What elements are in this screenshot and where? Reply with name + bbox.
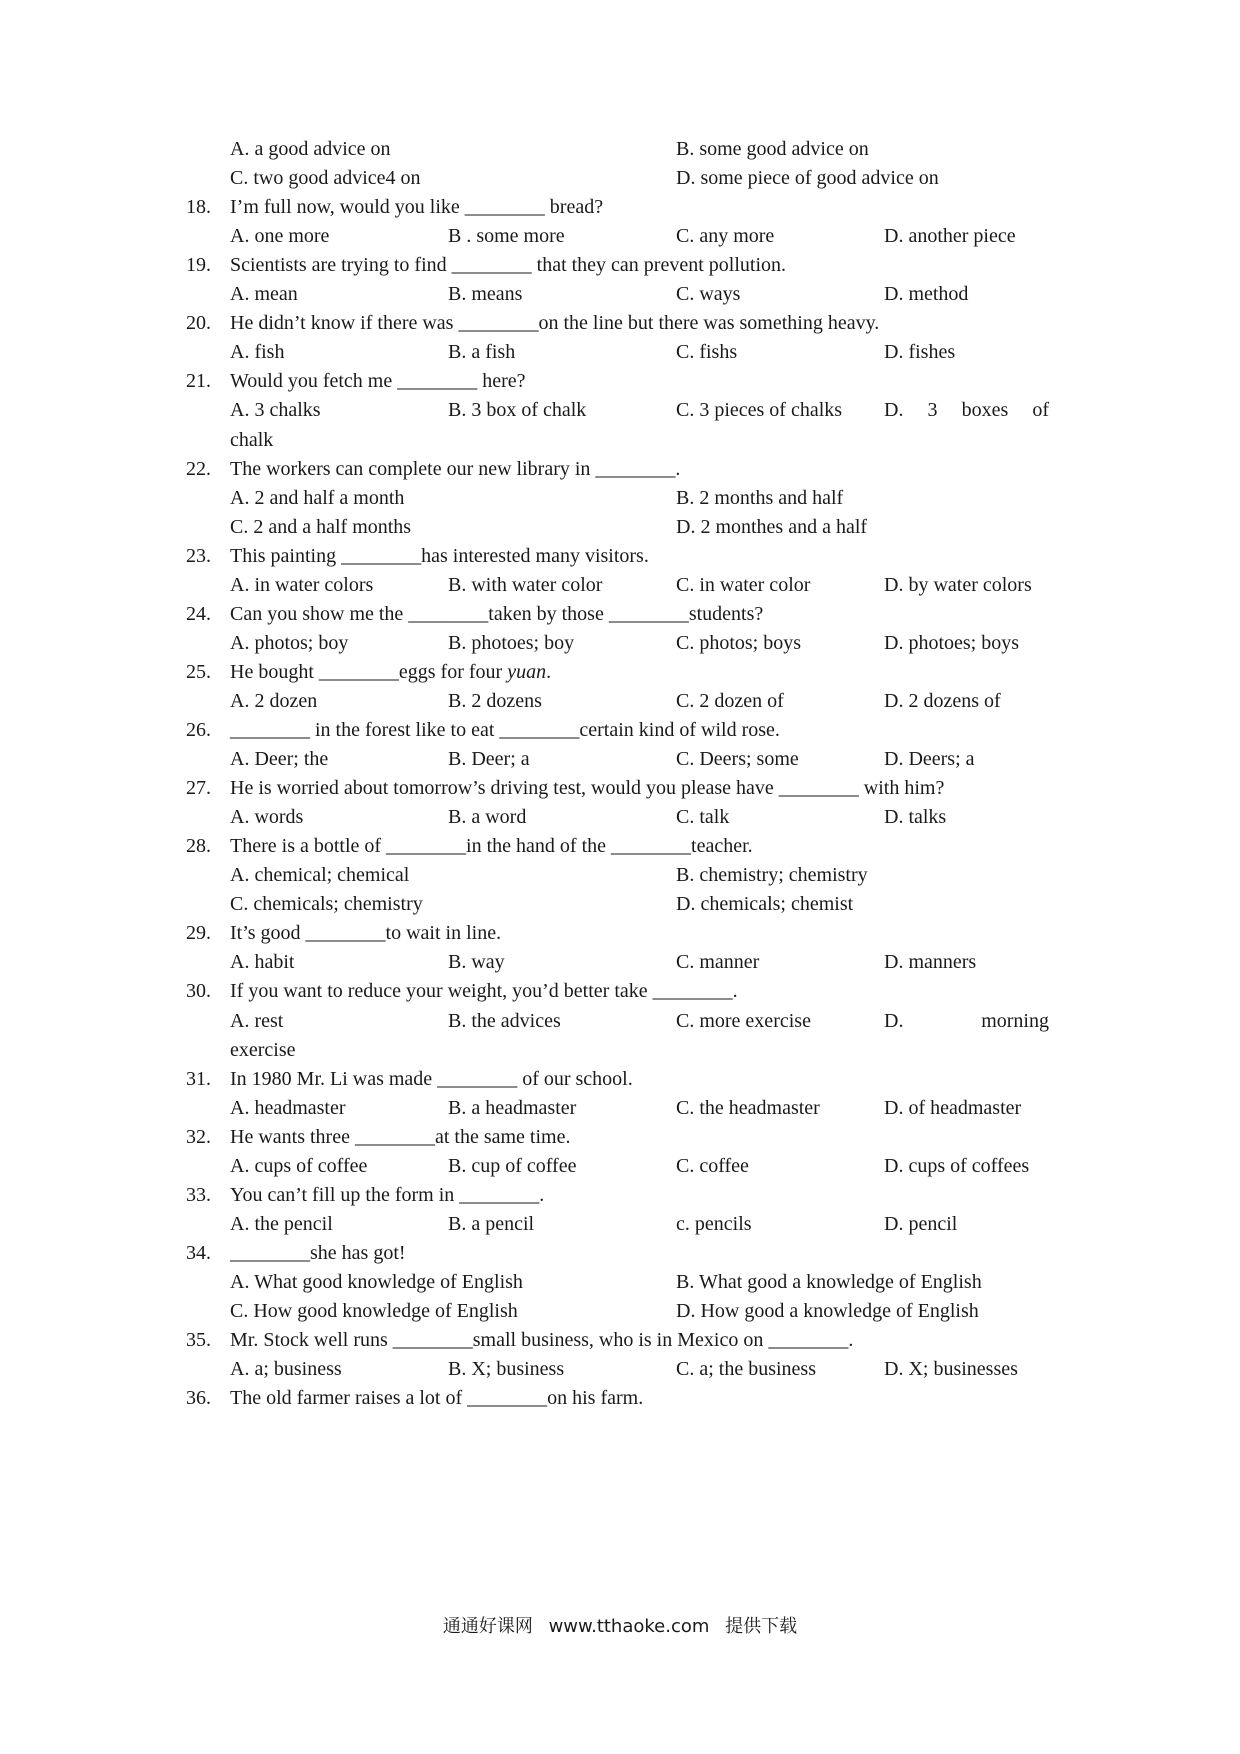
options-row bbox=[0, 1092, 1240, 1124]
question-row bbox=[0, 772, 1240, 804]
answer-option-word: D. bbox=[884, 399, 904, 422]
footer-url: www.tthaoke.com bbox=[548, 1616, 710, 1637]
answer-option: B. some good advice on bbox=[676, 138, 869, 160]
answer-option: C. 3 pieces of chalks bbox=[676, 399, 843, 422]
question-row bbox=[0, 1382, 1240, 1414]
answer-option: C. more exercise bbox=[676, 1009, 811, 1032]
question-stem: In 1980 Mr. Li was made ________ of our school. bbox=[230, 1067, 633, 1090]
answer-option: A. the pencil bbox=[230, 1212, 333, 1235]
answer-option: A. words bbox=[230, 806, 304, 829]
answer-option: A. 3 chalks bbox=[230, 399, 321, 422]
answer-option: D. X; businesses bbox=[884, 1358, 1018, 1381]
question-row bbox=[0, 1121, 1240, 1153]
answer-option: A. fish bbox=[230, 341, 285, 364]
answer-option: C. fishs bbox=[676, 341, 738, 364]
question-number: 22. bbox=[186, 457, 211, 480]
answer-option: A. headmaster bbox=[230, 1096, 346, 1119]
question-row bbox=[0, 249, 1240, 281]
option-continuation: exercise bbox=[230, 1038, 296, 1061]
question-row bbox=[0, 975, 1240, 1007]
answer-option: c. pencils bbox=[676, 1212, 752, 1235]
question-number: 19. bbox=[186, 254, 211, 277]
answer-option: C. ways bbox=[676, 283, 741, 306]
answer-option: C. manner bbox=[676, 951, 760, 974]
answer-option: A. cups of coffee bbox=[230, 1154, 368, 1177]
options-row bbox=[0, 1150, 1240, 1182]
question-row bbox=[0, 540, 1240, 572]
answer-option: A. rest bbox=[230, 1009, 284, 1032]
answer-option: B. cup of coffee bbox=[448, 1154, 577, 1177]
answer-option: B. a pencil bbox=[448, 1212, 535, 1235]
answer-option: A. Deer; the bbox=[230, 748, 329, 771]
answer-option: B. means bbox=[448, 283, 523, 306]
question-number: 35. bbox=[186, 1329, 211, 1352]
answer-option: A. one more bbox=[230, 225, 330, 248]
question-stem: It’s good ________to wait in line. bbox=[230, 922, 502, 945]
question-stem: He bought ________eggs for four yuan. bbox=[230, 660, 552, 683]
question-stem: He wants three ________at the same time. bbox=[230, 1125, 571, 1148]
answer-option: A. 2 dozen bbox=[230, 689, 318, 712]
answer-option: D. photoes; boys bbox=[884, 631, 1019, 654]
answer-option: C. coffee bbox=[676, 1154, 749, 1177]
answer-option: B. way bbox=[448, 951, 505, 974]
question-row bbox=[0, 191, 1240, 223]
answer-option: C. 2 and a half months bbox=[230, 515, 412, 538]
question-stem: Scientists are trying to find ________ that they can prevent pollution. bbox=[230, 254, 787, 277]
answer-option: B. the advices bbox=[448, 1009, 561, 1032]
answer-option: C. Deers; some bbox=[676, 748, 799, 771]
answer-option: C. chemicals; chemistry bbox=[230, 893, 423, 916]
option-continuation-row bbox=[0, 1034, 1240, 1066]
answer-option: A. 2 and half a month bbox=[230, 486, 405, 509]
question-number: 25. bbox=[186, 660, 211, 683]
question-number: 21. bbox=[186, 370, 211, 393]
question-stem: The old farmer raises a lot of ________on his farm. bbox=[230, 1387, 644, 1410]
question-number: 23. bbox=[186, 544, 211, 567]
options-row bbox=[0, 801, 1240, 833]
answer-option-word: D. bbox=[884, 1009, 904, 1032]
question-stem: ________she has got! bbox=[230, 1241, 406, 1264]
question-number: 20. bbox=[186, 312, 211, 335]
options-row bbox=[0, 482, 1240, 514]
answer-option-justified bbox=[884, 1005, 1049, 1037]
question-row bbox=[0, 1063, 1240, 1095]
answer-option: B. a headmaster bbox=[448, 1096, 577, 1119]
options-row bbox=[0, 569, 1240, 601]
question-number: 28. bbox=[186, 835, 211, 858]
answer-option-word: 3 bbox=[927, 399, 938, 422]
answer-option: D. talks bbox=[884, 806, 947, 829]
question-row bbox=[0, 598, 1240, 630]
answer-option: D. 2 monthes and a half bbox=[676, 515, 868, 538]
answer-option: B. 2 months and half bbox=[676, 486, 844, 509]
options-row bbox=[0, 394, 1240, 426]
question-stem: He didn’t know if there was ________on the line but there was something heavy. bbox=[230, 312, 880, 335]
answer-option: D. by water colors bbox=[884, 573, 1032, 596]
answer-option: C. How good knowledge of English bbox=[230, 1300, 518, 1322]
options-row bbox=[0, 220, 1240, 252]
answer-option: C. a; the business bbox=[676, 1358, 816, 1381]
answer-option-justified bbox=[884, 394, 1049, 426]
answer-option: C. any more bbox=[676, 225, 775, 248]
answer-option: D. How good a knowledge of English bbox=[676, 1300, 979, 1322]
options-row bbox=[0, 1295, 1240, 1327]
options-row bbox=[0, 1353, 1240, 1385]
options-row bbox=[0, 743, 1240, 775]
answer-option-word: of bbox=[1032, 399, 1049, 422]
answer-option: C. the headmaster bbox=[676, 1096, 820, 1119]
options-row bbox=[0, 888, 1240, 920]
answer-option: B. with water color bbox=[448, 573, 603, 596]
question-row bbox=[0, 656, 1240, 688]
answer-option: B. a word bbox=[448, 806, 527, 829]
answer-option: A. a good advice on bbox=[230, 138, 391, 160]
options-row bbox=[0, 627, 1240, 659]
answer-option: D. fishes bbox=[884, 341, 956, 364]
question-row bbox=[0, 1179, 1240, 1211]
options-row bbox=[0, 685, 1240, 717]
question-stem: ________ in the forest like to eat ________certain kind of wild rose. bbox=[230, 719, 780, 741]
answer-option: D. manners bbox=[884, 951, 977, 974]
question-row bbox=[0, 830, 1240, 862]
question-stem: There is a bottle of ________in the hand of the ________teacher. bbox=[230, 835, 753, 858]
answer-option: C. talk bbox=[676, 806, 730, 829]
answer-option: D. 2 dozens of bbox=[884, 689, 1001, 712]
answer-option-word: morning bbox=[981, 1009, 1049, 1032]
options-row bbox=[0, 336, 1240, 368]
answer-option: B. chemistry; chemistry bbox=[676, 864, 868, 887]
question-stem: You can’t fill up the form in ________. bbox=[230, 1183, 545, 1206]
footer-site-name: 通通好课网 bbox=[442, 1616, 533, 1637]
options-row bbox=[0, 1208, 1240, 1240]
question-number: 27. bbox=[186, 777, 211, 800]
answer-option: C. two good advice4 on bbox=[230, 167, 421, 190]
question-number: 36. bbox=[186, 1387, 211, 1410]
question-row bbox=[0, 307, 1240, 339]
question-row bbox=[0, 365, 1240, 397]
answer-option: A. mean bbox=[230, 283, 298, 306]
answer-option: A. a; business bbox=[230, 1358, 342, 1381]
page-footer bbox=[0, 1614, 1240, 1640]
answer-option: A. in water colors bbox=[230, 573, 374, 596]
question-row bbox=[0, 917, 1240, 949]
footer-suffix: 提供下载 bbox=[725, 1616, 798, 1637]
question-number: 18. bbox=[186, 196, 211, 219]
question-number: 32. bbox=[186, 1125, 211, 1148]
answer-option: D. method bbox=[884, 283, 969, 306]
options-row bbox=[0, 133, 1240, 165]
question-number: 29. bbox=[186, 922, 211, 945]
question-number: 24. bbox=[186, 602, 211, 625]
answer-option: B. X; business bbox=[448, 1358, 565, 1381]
options-row bbox=[0, 859, 1240, 891]
options-row bbox=[0, 511, 1240, 543]
question-row bbox=[0, 1237, 1240, 1269]
options-row bbox=[0, 278, 1240, 310]
question-number: 30. bbox=[186, 980, 211, 1003]
answer-option: B. Deer; a bbox=[448, 748, 530, 771]
answer-option: D. another piece bbox=[884, 225, 1016, 248]
question-row bbox=[0, 1324, 1240, 1356]
option-continuation-row bbox=[0, 424, 1240, 456]
option-continuation: chalk bbox=[230, 428, 274, 451]
question-row bbox=[0, 453, 1240, 485]
answer-option: C. 2 dozen of bbox=[676, 689, 784, 712]
question-number: 33. bbox=[186, 1183, 211, 1206]
options-row bbox=[0, 1005, 1240, 1037]
answer-option: D. cups of coffees bbox=[884, 1154, 1030, 1177]
question-stem: This painting ________has interested many visitors. bbox=[230, 544, 649, 567]
answer-option: B. What good a knowledge of English bbox=[676, 1270, 982, 1293]
answer-option: B . some more bbox=[448, 225, 565, 248]
answer-option: D. some piece of good advice on bbox=[676, 167, 939, 190]
options-row bbox=[0, 162, 1240, 194]
answer-option: D. Deers; a bbox=[884, 748, 975, 771]
question-stem: Can you show me the ________taken by those ________students? bbox=[230, 602, 764, 625]
question-stem: The workers can complete our new library in ________. bbox=[230, 457, 681, 480]
question-stem: Would you fetch me ________ here? bbox=[230, 370, 526, 393]
question-stem: I’m full now, would you like ________ bread? bbox=[230, 196, 604, 219]
answer-option: B. photoes; boy bbox=[448, 631, 575, 654]
question-number: 26. bbox=[186, 719, 211, 741]
question-stem: He is worried about tomorrow’s driving test, would you please have ________ with him? bbox=[230, 777, 945, 800]
answer-option: C. photos; boys bbox=[676, 631, 802, 654]
question-number: 31. bbox=[186, 1067, 211, 1090]
question-number: 34. bbox=[186, 1241, 211, 1264]
answer-option: A. photos; boy bbox=[230, 631, 349, 654]
options-row bbox=[0, 1266, 1240, 1298]
question-stem: Mr. Stock well runs ________small business, who is in Mexico on ________. bbox=[230, 1329, 854, 1352]
answer-option: D. pencil bbox=[884, 1212, 958, 1235]
answer-option: C. in water color bbox=[676, 573, 811, 596]
options-row bbox=[0, 946, 1240, 978]
answer-option: B. 2 dozens bbox=[448, 689, 542, 712]
answer-option-word: boxes bbox=[961, 399, 1009, 422]
question-row bbox=[0, 714, 1240, 746]
answer-option: A. What good knowledge of English bbox=[230, 1270, 523, 1293]
answer-option: A. chemical; chemical bbox=[230, 864, 410, 887]
answer-option: B. a fish bbox=[448, 341, 516, 364]
question-stem: If you want to reduce your weight, you’d better take ________. bbox=[230, 980, 738, 1003]
answer-option: D. of headmaster bbox=[884, 1096, 1022, 1119]
answer-option: B. 3 box of chalk bbox=[448, 399, 587, 422]
answer-option: D. chemicals; chemist bbox=[676, 893, 854, 916]
answer-option: A. habit bbox=[230, 951, 295, 974]
